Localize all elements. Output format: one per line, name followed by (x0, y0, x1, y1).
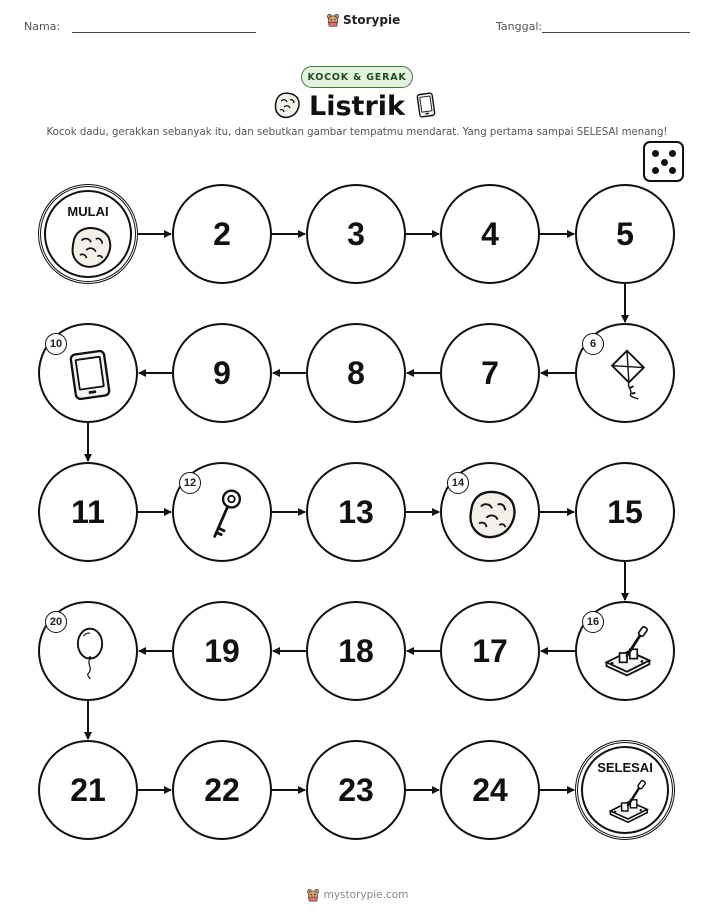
board-space-16 (575, 601, 675, 701)
space-number: 8 (347, 354, 365, 391)
board-space-8 (306, 323, 406, 423)
board-space-7 (440, 323, 540, 423)
space-number: 7 (481, 354, 499, 391)
board-space-17 (440, 601, 540, 701)
space-number: 22 (204, 771, 240, 808)
space-number-badge: 16 (582, 611, 604, 633)
space-number: 24 (472, 771, 508, 808)
kite-icon (599, 347, 655, 403)
stone-icon (67, 223, 115, 271)
space-number: 4 (481, 215, 499, 252)
space-number: 18 (338, 632, 374, 669)
space-number-badge: 20 (45, 611, 67, 633)
space-number: 13 (338, 493, 374, 530)
page-title: Listrik (309, 91, 405, 122)
space-number: 19 (204, 632, 240, 669)
board-space-20 (38, 601, 138, 701)
board-space-12 (172, 462, 272, 562)
board-space-4 (440, 184, 540, 284)
board-space-6 (575, 323, 675, 423)
board-space-15 (575, 462, 675, 562)
finish-space (575, 740, 675, 840)
start-space (38, 184, 138, 284)
board-space-24 (440, 740, 540, 840)
space-number: 17 (472, 632, 508, 669)
board-space-2 (172, 184, 272, 284)
category-tag: KOCOK & GERAK (301, 66, 413, 88)
stone-icon (464, 486, 520, 542)
balloon-icon (62, 625, 118, 681)
space-number-badge: 6 (582, 333, 604, 355)
finish-label: SELESAI (597, 760, 653, 775)
space-number: 5 (616, 215, 634, 252)
board-space-10 (38, 323, 138, 423)
key-icon (196, 486, 252, 542)
name-label: Nama: (24, 20, 61, 33)
space-number-badge: 10 (45, 333, 67, 355)
space-number: 3 (347, 215, 365, 252)
space-number-badge: 14 (447, 472, 469, 494)
brand-name: Storypie (343, 13, 401, 27)
date-label: Tanggal: (496, 20, 543, 33)
board-space-9 (172, 323, 272, 423)
board-space-5 (575, 184, 675, 284)
tablet-icon (62, 347, 118, 403)
space-number: 9 (213, 354, 231, 391)
board-space-22 (172, 740, 272, 840)
switch-icon (599, 625, 655, 681)
space-number: 2 (213, 215, 231, 252)
footer-url[interactable]: mystorypie.com (323, 889, 409, 901)
start-label: MULAI (67, 204, 109, 219)
board-space-21 (38, 740, 138, 840)
switch-icon (604, 779, 652, 827)
space-number: 21 (70, 771, 106, 808)
board-space-19 (172, 601, 272, 701)
space-number: 11 (71, 493, 105, 530)
space-number-badge: 12 (179, 472, 201, 494)
bear-icon (306, 888, 320, 902)
board-space-11 (38, 462, 138, 562)
board-space-18 (306, 601, 406, 701)
board-space-3 (306, 184, 406, 284)
instructions: Kocok dadu, gerakkan sebanyak itu, dan sebutkan gambar tempatmu mendarat. Yang pertama sampai SELESAI menang! (46, 127, 668, 138)
footer (0, 888, 714, 902)
board-space-13 (306, 462, 406, 562)
space-number: 15 (607, 493, 643, 530)
space-number: 23 (338, 771, 374, 808)
board-space-14 (440, 462, 540, 562)
board-space-23 (306, 740, 406, 840)
